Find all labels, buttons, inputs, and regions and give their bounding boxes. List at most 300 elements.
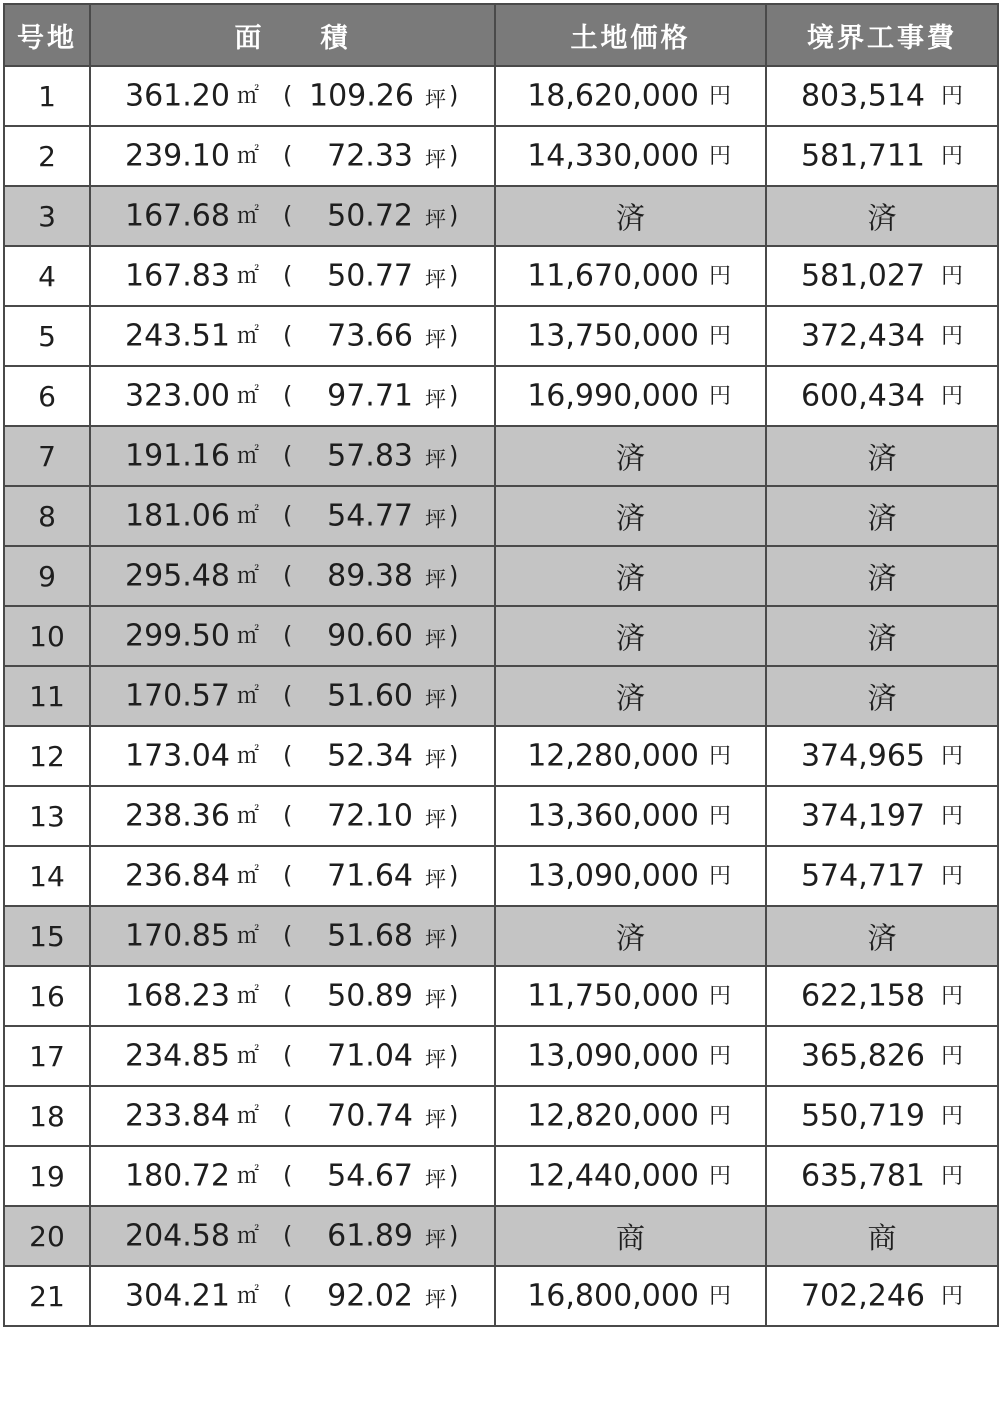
tsubo-unit: 坪 [425, 387, 446, 412]
lot-number-cell: 7 [4, 426, 90, 486]
area-tsubo-value: 54.67 [327, 1158, 413, 1194]
boundary-fee-cell [766, 306, 998, 366]
open-paren: ( [283, 1161, 293, 1190]
area-sqm-value: 181.06 [125, 498, 230, 534]
table-row-5 [4, 306, 998, 366]
boundary-fee-cell [766, 726, 998, 786]
area-sqm-value: 304.21 [125, 1278, 230, 1314]
land-price-cell [495, 906, 766, 966]
table-row-2 [4, 126, 998, 186]
boundary-fee-amount: 803,514 [800, 78, 925, 114]
sqm-unit: ㎡ [237, 323, 260, 349]
land-price-amount: 13,090,000 [527, 858, 699, 894]
area-tsubo-value: 51.60 [327, 678, 413, 714]
close-paren: ) [449, 921, 459, 950]
land-price-cell [495, 606, 766, 666]
land-price-cell [495, 426, 766, 486]
yen-unit: 円 [708, 1103, 731, 1129]
tsubo-unit: 坪 [425, 1107, 446, 1132]
area-sqm-value: 168.23 [125, 978, 230, 1014]
sqm-unit: ㎡ [237, 383, 260, 409]
boundary-fee-cell [766, 546, 998, 606]
yen-unit: 円 [940, 983, 963, 1009]
area-cell [90, 486, 495, 546]
table-row-6 [4, 366, 998, 426]
open-paren: ( [283, 141, 293, 170]
land-price-amount: 13,750,000 [527, 318, 699, 354]
area-cell [90, 606, 495, 666]
close-paren: ) [449, 801, 459, 830]
close-paren: ) [449, 861, 459, 890]
boundary-fee-cell [766, 846, 998, 906]
sqm-unit: ㎡ [237, 1283, 260, 1309]
land-price-amount: 16,990,000 [527, 378, 699, 414]
lot-number-cell: 21 [4, 1266, 90, 1326]
area-tsubo-value: 89.38 [327, 558, 413, 594]
boundary-fee-amount: 374,197 [800, 798, 925, 834]
boundary-fee-amount: 365,826 [800, 1038, 925, 1074]
area-cell [90, 666, 495, 726]
area-sqm-value: 167.68 [125, 198, 230, 234]
area-tsubo-value: 109.26 [309, 78, 414, 114]
lot-number-cell: 3 [4, 186, 90, 246]
close-paren: ) [449, 1281, 459, 1310]
area-sqm-value: 167.83 [125, 258, 230, 294]
boundary-fee-cell [766, 1086, 998, 1146]
close-paren: ) [449, 201, 459, 230]
lot-number-cell: 10 [4, 606, 90, 666]
lot-number-cell: 18 [4, 1086, 90, 1146]
yen-unit: 円 [940, 1043, 963, 1069]
sqm-unit: ㎡ [237, 683, 260, 709]
sqm-unit: ㎡ [237, 1043, 260, 1069]
sqm-unit: ㎡ [237, 1103, 260, 1129]
area-cell [90, 366, 495, 426]
tsubo-unit: 坪 [425, 1167, 446, 1192]
boundary-fee-amount: 372,434 [800, 318, 925, 354]
sqm-unit: ㎡ [237, 623, 260, 649]
area-cell [90, 186, 495, 246]
land-price-amount: 12,440,000 [527, 1158, 699, 1194]
tsubo-unit: 坪 [425, 1287, 446, 1312]
sqm-unit: ㎡ [237, 83, 260, 109]
close-paren: ) [449, 1221, 459, 1250]
area-tsubo-value: 57.83 [327, 438, 413, 474]
land-price-cell [495, 726, 766, 786]
close-paren: ) [449, 381, 459, 410]
area-tsubo-value: 97.71 [327, 378, 413, 414]
area-sqm-value: 191.16 [125, 438, 230, 474]
area-cell [90, 1146, 495, 1206]
table-row-8 [4, 486, 998, 546]
tsubo-unit: 坪 [425, 687, 446, 712]
lot-number-cell: 14 [4, 846, 90, 906]
close-paren: ) [449, 441, 459, 470]
area-cell [90, 546, 495, 606]
yen-unit: 円 [708, 803, 731, 829]
area-tsubo-value: 92.02 [327, 1278, 413, 1314]
area-cell [90, 726, 495, 786]
table-row-7 [4, 426, 998, 486]
yen-unit: 円 [940, 323, 963, 349]
tsubo-unit: 坪 [425, 267, 446, 292]
close-paren: ) [449, 81, 459, 110]
table-row-11 [4, 666, 998, 726]
yen-unit: 円 [708, 323, 731, 349]
table-row-19 [4, 1146, 998, 1206]
land-price-cell [495, 1086, 766, 1146]
sqm-unit: ㎡ [237, 803, 260, 829]
header-area-char-1: 面 [234, 22, 265, 54]
close-paren: ) [449, 681, 459, 710]
tsubo-unit: 坪 [425, 147, 446, 172]
land-price-cell [495, 306, 766, 366]
land-price-cell [495, 1146, 766, 1206]
close-paren: ) [449, 141, 459, 170]
yen-unit: 円 [940, 803, 963, 829]
lot-price-table [3, 3, 999, 1327]
boundary-fee-cell [766, 966, 998, 1026]
lot-number-cell: 1 [4, 66, 90, 126]
area-sqm-value: 238.36 [125, 798, 230, 834]
area-cell [90, 966, 495, 1026]
sqm-unit: ㎡ [237, 1163, 260, 1189]
boundary-fee-cell [766, 126, 998, 186]
table-row-9 [4, 546, 998, 606]
boundary-fee-cell [766, 486, 998, 546]
area-tsubo-value: 73.66 [327, 318, 413, 354]
yen-unit: 円 [708, 983, 731, 1009]
area-tsubo-value: 50.89 [327, 978, 413, 1014]
area-cell [90, 846, 495, 906]
area-sqm-value: 233.84 [125, 1098, 230, 1134]
area-sqm-value: 243.51 [125, 318, 230, 354]
boundary-fee-amount: 600,434 [800, 378, 925, 414]
area-cell [90, 1266, 495, 1326]
sqm-unit: ㎡ [237, 203, 260, 229]
header-lot-number: 号地 [4, 4, 90, 66]
area-cell [90, 906, 495, 966]
boundary-fee-status: 済 [867, 200, 897, 235]
sqm-unit: ㎡ [237, 983, 260, 1009]
close-paren: ) [449, 741, 459, 770]
area-tsubo-value: 50.72 [327, 198, 413, 234]
close-paren: ) [449, 1161, 459, 1190]
table-row-3 [4, 186, 998, 246]
close-paren: ) [449, 1101, 459, 1130]
area-sqm-value: 180.72 [125, 1158, 230, 1194]
boundary-fee-status: 済 [867, 500, 897, 535]
tsubo-unit: 坪 [425, 747, 446, 772]
boundary-fee-status: 商 [867, 1220, 897, 1255]
area-tsubo-value: 90.60 [327, 618, 413, 654]
land-price-status: 済 [615, 560, 645, 595]
lot-number-cell: 2 [4, 126, 90, 186]
area-sqm-value: 239.10 [125, 138, 230, 174]
area-sqm-value: 170.85 [125, 918, 230, 954]
land-price-cell [495, 786, 766, 846]
yen-unit: 円 [940, 1283, 963, 1309]
area-cell [90, 306, 495, 366]
table-row-16 [4, 966, 998, 1026]
boundary-fee-status: 済 [867, 440, 897, 475]
yen-unit: 円 [940, 143, 963, 169]
lot-number-cell: 8 [4, 486, 90, 546]
tsubo-unit: 坪 [425, 927, 446, 952]
area-tsubo-value: 71.04 [327, 1038, 413, 1074]
table-row-20 [4, 1206, 998, 1266]
close-paren: ) [449, 501, 459, 530]
sqm-unit: ㎡ [237, 563, 260, 589]
boundary-fee-cell [766, 246, 998, 306]
lot-number-cell: 5 [4, 306, 90, 366]
table-row-17 [4, 1026, 998, 1086]
close-paren: ) [449, 621, 459, 650]
open-paren: ( [283, 1041, 293, 1070]
area-sqm-value: 236.84 [125, 858, 230, 894]
lot-number-cell: 9 [4, 546, 90, 606]
area-sqm-value: 361.20 [125, 78, 230, 114]
open-paren: ( [283, 1221, 293, 1250]
tsubo-unit: 坪 [425, 567, 446, 592]
land-price-cell [495, 126, 766, 186]
land-price-amount: 11,750,000 [527, 978, 699, 1014]
boundary-fee-status: 済 [867, 920, 897, 955]
lot-number-cell: 17 [4, 1026, 90, 1086]
yen-unit: 円 [940, 263, 963, 289]
area-tsubo-value: 50.77 [327, 258, 413, 294]
header-area-char-2: 積 [320, 22, 351, 54]
area-tsubo-value: 70.74 [327, 1098, 413, 1134]
land-price-cell [495, 66, 766, 126]
yen-unit: 円 [708, 863, 731, 889]
area-sqm-value: 323.00 [125, 378, 230, 414]
close-paren: ) [449, 561, 459, 590]
table-row-10 [4, 606, 998, 666]
land-price-status: 済 [615, 680, 645, 715]
tsubo-unit: 坪 [425, 867, 446, 892]
land-price-status: 商 [615, 1220, 645, 1255]
land-price-status: 済 [615, 200, 645, 235]
area-sqm-value: 299.50 [125, 618, 230, 654]
table-body [4, 66, 998, 1326]
land-price-amount: 18,620,000 [527, 78, 699, 114]
lot-number-cell: 12 [4, 726, 90, 786]
boundary-fee-amount: 581,711 [800, 138, 925, 174]
table-header-row [4, 4, 998, 66]
yen-unit: 円 [940, 743, 963, 769]
sqm-unit: ㎡ [237, 923, 260, 949]
tsubo-unit: 坪 [425, 327, 446, 352]
land-price-cell [495, 246, 766, 306]
land-price-amount: 14,330,000 [527, 138, 699, 174]
land-price-cell [495, 546, 766, 606]
boundary-fee-cell [766, 1146, 998, 1206]
open-paren: ( [283, 201, 293, 230]
table-row-12 [4, 726, 998, 786]
open-paren: ( [283, 501, 293, 530]
yen-unit: 円 [940, 83, 963, 109]
open-paren: ( [283, 1101, 293, 1130]
open-paren: ( [283, 921, 293, 950]
land-price-amount: 12,280,000 [527, 738, 699, 774]
yen-unit: 円 [708, 383, 731, 409]
close-paren: ) [449, 981, 459, 1010]
boundary-fee-cell [766, 786, 998, 846]
yen-unit: 円 [940, 383, 963, 409]
boundary-fee-cell [766, 906, 998, 966]
area-tsubo-value: 71.64 [327, 858, 413, 894]
land-price-status: 済 [615, 920, 645, 955]
land-price-amount: 12,820,000 [527, 1098, 699, 1134]
area-sqm-value: 204.58 [125, 1218, 230, 1254]
yen-unit: 円 [708, 1043, 731, 1069]
area-tsubo-value: 61.89 [327, 1218, 413, 1254]
area-tsubo-value: 52.34 [327, 738, 413, 774]
boundary-fee-amount: 702,246 [800, 1278, 925, 1314]
area-sqm-value: 234.85 [125, 1038, 230, 1074]
open-paren: ( [283, 861, 293, 890]
lot-number-cell: 16 [4, 966, 90, 1026]
land-price-amount: 13,360,000 [527, 798, 699, 834]
table-row-1 [4, 66, 998, 126]
area-tsubo-value: 54.77 [327, 498, 413, 534]
open-paren: ( [283, 801, 293, 830]
area-cell [90, 246, 495, 306]
area-cell [90, 786, 495, 846]
lot-number-cell: 6 [4, 366, 90, 426]
boundary-fee-amount: 622,158 [800, 978, 925, 1014]
land-price-status: 済 [615, 440, 645, 475]
yen-unit: 円 [940, 863, 963, 889]
boundary-fee-cell [766, 186, 998, 246]
close-paren: ) [449, 1041, 459, 1070]
open-paren: ( [283, 1281, 293, 1310]
boundary-fee-cell [766, 426, 998, 486]
open-paren: ( [283, 621, 293, 650]
tsubo-unit: 坪 [425, 207, 446, 232]
land-price-cell [495, 486, 766, 546]
area-cell [90, 426, 495, 486]
open-paren: ( [283, 681, 293, 710]
land-price-amount: 16,800,000 [527, 1278, 699, 1314]
tsubo-unit: 坪 [425, 987, 446, 1012]
table-row-18 [4, 1086, 998, 1146]
land-price-cell [495, 1206, 766, 1266]
lot-number-cell: 11 [4, 666, 90, 726]
open-paren: ( [283, 441, 293, 470]
boundary-fee-cell [766, 666, 998, 726]
land-price-cell [495, 186, 766, 246]
table-row-14 [4, 846, 998, 906]
yen-unit: 円 [940, 1103, 963, 1129]
area-tsubo-value: 72.33 [327, 138, 413, 174]
area-cell [90, 1086, 495, 1146]
sqm-unit: ㎡ [237, 143, 260, 169]
area-cell [90, 1026, 495, 1086]
sqm-unit: ㎡ [237, 443, 260, 469]
tsubo-unit: 坪 [425, 1227, 446, 1252]
open-paren: ( [283, 561, 293, 590]
close-paren: ) [449, 261, 459, 290]
header-boundary-fee: 境界工事費 [766, 4, 998, 66]
table-row-21 [4, 1266, 998, 1326]
yen-unit: 円 [940, 1163, 963, 1189]
land-price-amount: 13,090,000 [527, 1038, 699, 1074]
header-land-price: 土地価格 [495, 4, 766, 66]
land-price-amount: 11,670,000 [527, 258, 699, 294]
boundary-fee-amount: 574,717 [800, 858, 925, 894]
tsubo-unit: 坪 [425, 1047, 446, 1072]
lot-number-cell: 13 [4, 786, 90, 846]
yen-unit: 円 [708, 143, 731, 169]
sqm-unit: ㎡ [237, 1223, 260, 1249]
tsubo-unit: 坪 [425, 627, 446, 652]
boundary-fee-cell [766, 606, 998, 666]
yen-unit: 円 [708, 263, 731, 289]
boundary-fee-amount: 581,027 [800, 258, 925, 294]
table-row-15 [4, 906, 998, 966]
boundary-fee-cell [766, 1026, 998, 1086]
land-price-cell [495, 666, 766, 726]
yen-unit: 円 [708, 1283, 731, 1309]
area-tsubo-value: 72.10 [327, 798, 413, 834]
area-sqm-value: 295.48 [125, 558, 230, 594]
land-price-cell [495, 1026, 766, 1086]
area-cell [90, 66, 495, 126]
open-paren: ( [283, 981, 293, 1010]
yen-unit: 円 [708, 743, 731, 769]
lot-number-cell: 4 [4, 246, 90, 306]
open-paren: ( [283, 81, 293, 110]
land-price-cell [495, 966, 766, 1026]
sqm-unit: ㎡ [237, 743, 260, 769]
lot-number-cell: 15 [4, 906, 90, 966]
tsubo-unit: 坪 [425, 807, 446, 832]
area-sqm-value: 170.57 [125, 678, 230, 714]
lot-number-cell: 20 [4, 1206, 90, 1266]
boundary-fee-status: 済 [867, 680, 897, 715]
boundary-fee-cell [766, 366, 998, 426]
sqm-unit: ㎡ [237, 263, 260, 289]
land-price-status: 済 [615, 500, 645, 535]
area-cell [90, 126, 495, 186]
land-price-cell [495, 366, 766, 426]
boundary-fee-amount: 550,719 [800, 1098, 925, 1134]
yen-unit: 円 [708, 1163, 731, 1189]
table-row-13 [4, 786, 998, 846]
open-paren: ( [283, 381, 293, 410]
open-paren: ( [283, 741, 293, 770]
area-tsubo-value: 51.68 [327, 918, 413, 954]
tsubo-unit: 坪 [425, 507, 446, 532]
lot-number-cell: 19 [4, 1146, 90, 1206]
tsubo-unit: 坪 [425, 87, 446, 112]
boundary-fee-cell [766, 1266, 998, 1326]
table-row-4 [4, 246, 998, 306]
boundary-fee-cell [766, 1206, 998, 1266]
boundary-fee-status: 済 [867, 620, 897, 655]
boundary-fee-cell [766, 66, 998, 126]
boundary-fee-amount: 374,965 [800, 738, 925, 774]
sqm-unit: ㎡ [237, 503, 260, 529]
land-price-cell [495, 846, 766, 906]
land-price-status: 済 [615, 620, 645, 655]
yen-unit: 円 [708, 83, 731, 109]
sqm-unit: ㎡ [237, 863, 260, 889]
header-area [90, 4, 495, 66]
open-paren: ( [283, 261, 293, 290]
